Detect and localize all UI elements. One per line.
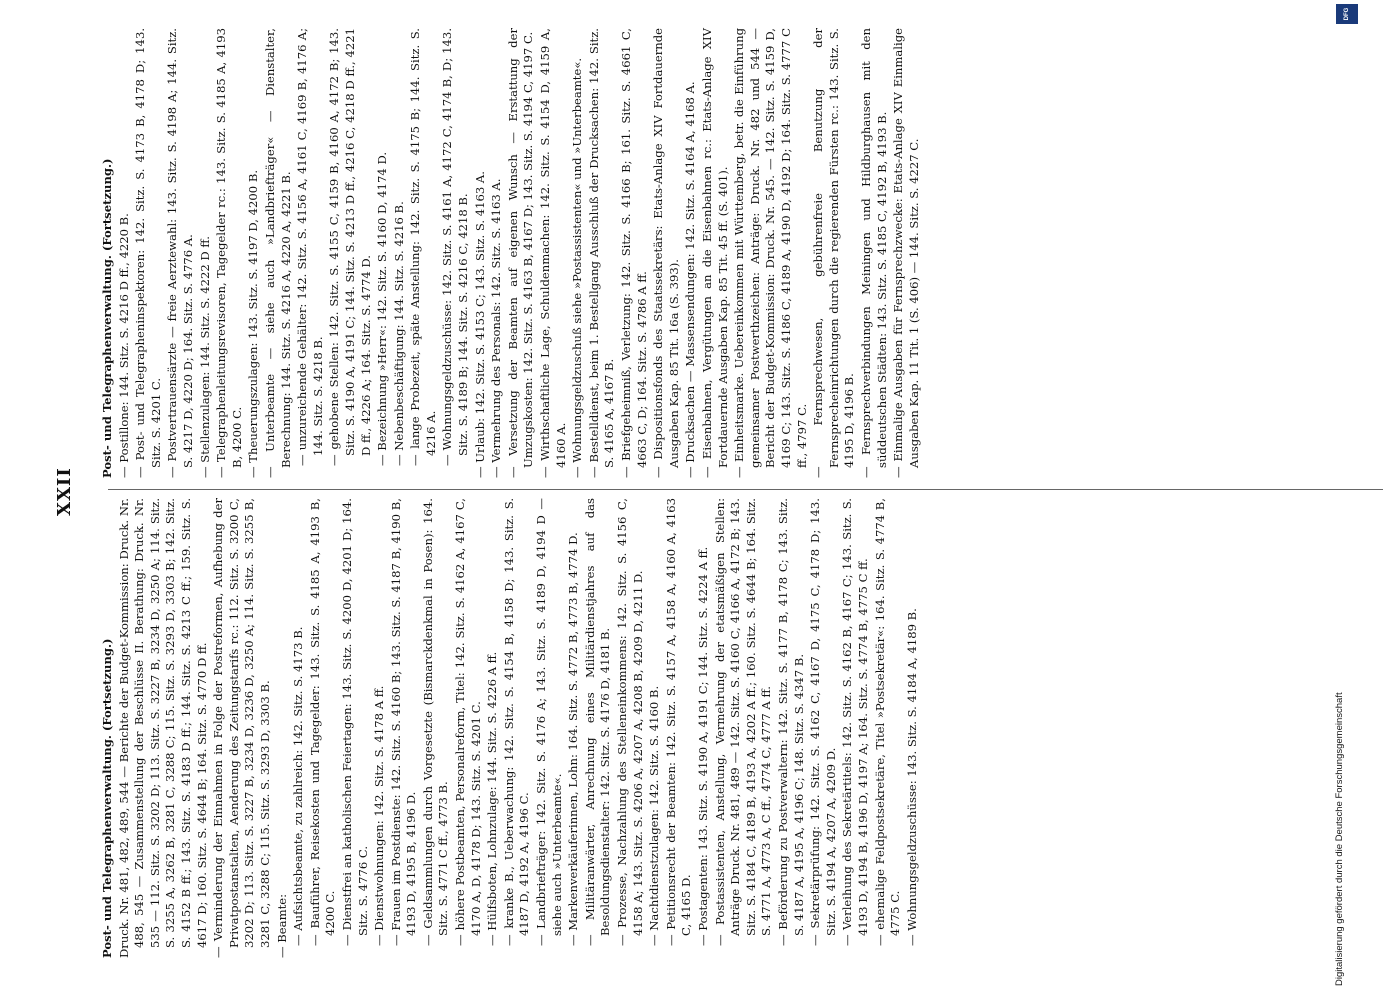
left-entries xyxy=(117,498,291,958)
index-entry: — unzureichende Gehälter: 142. Sitz. S. 4156 A, 4161 C, 4169 B, 4176 A; 144. Sitz. S. 4218 B. xyxy=(295,28,325,466)
index-entry: — Theuerungszulagen: 143. Sitz. S. 4197 D, 4200 B. xyxy=(246,169,261,478)
left-column xyxy=(100,498,921,958)
index-entry: — Dispositionsfonds des Staatssekretärs: Etats-Anlage XIV Fortdauernde Ausgaben Kap. 85 Tit. 16a (S. 393). xyxy=(651,28,681,478)
index-entry: — Beförderung zu Postverwaltern: 142. Sitz. S. 4177 B, 4178 C; 143. Sitz. S. 4187 A, 4195 A, 4196 C; 148. Sitz. S. 4347 B. xyxy=(775,498,806,946)
right-column xyxy=(100,28,923,478)
index-entry: — Wirthschaftliche Lage, Schuldenmachen: 142. Sitz. S. 4154 D, 4159 A, 4160 A. xyxy=(538,28,568,478)
left-column-heading: Post- und Telegraphenverwaltung. (Fortsetzung.) xyxy=(100,638,114,958)
index-entry: — Drucksachen — Massensendungen: 142. Sitz. S. 4164 A, 4168 A. xyxy=(683,81,698,478)
index-entry: — Sekretärprüfung: 142. Sitz. S. 4162 C, 4167 D, 4175 C, 4178 D; 143. Sitz. S. 4194 A, 4207 A, 4209 D. xyxy=(808,498,838,946)
index-entry: — Telegraphenleitungsrevisoren, Tagegelder rc.: 143. Sitz. S. 4185 A, 4193 B, 4200 C. xyxy=(214,28,244,478)
index-entry: — Fernsprechwesen, gebührenfreie Benutzung der Fernsprecheinrichtungen durch die regierenden Fürsten rc.: 143. Sitz. S. 4195 D, 4196 B. xyxy=(811,28,857,478)
index-entry: — Frauen im Postdienste: 142. Sitz. S. 4160 B; 143. Sitz. S. 4187 B, 4190 B, 4193 D, 4195 B, 4196 D. xyxy=(388,498,419,946)
index-entry: — Wohnungsgeldzuschuß siehe »Postassistenten« und »Unterbeamte«. xyxy=(570,57,585,478)
index-entry: — Stellenzulagen: 144. Sitz. S. 4222 D ff. xyxy=(197,236,212,478)
index-entry: — Fernsprechverbindungen Meiningen und Hildburghausen mit den süddeutschen Städten: 143. Sitz. S. 4185 C, 4192 B, 4193 B. xyxy=(858,28,889,478)
index-entry: — Prozesse, Nachzahlung des Stelleneinkommens: 142. Sitz. S. 4156 C, 4158 A; 143. Sitz. S. 4206 A, 4207 A, 4208 B, 4209 D, 4211 D. xyxy=(615,498,645,946)
index-entry: — Bezeichnung »Herr«: 142. Sitz. S. 4160 D, 4174 D. xyxy=(375,151,390,466)
index-entry: — Dienstfrei an katholischen Feiertagen: 143. Sitz. S. 4200 D, 4201 D; 164. Sitz. S. 4776 C. xyxy=(339,498,370,946)
digitization-note: Digitalisierung gefördert durch die Deutsche Forschungsgemeinschaft xyxy=(1334,692,1345,986)
right-entries-continued xyxy=(473,28,923,478)
index-entry: — Nebenbeschäftigung: 144. Sitz. S. 4216 B. xyxy=(391,201,406,466)
index-entry: — ehemalige Feldpostsekretäre, Titel »Postsekretär«: 164. Sitz. S. 4774 B, 4775 C. xyxy=(872,498,903,946)
index-entry: — Urlaub: 142. Sitz. S. 4153 C; 143. Sitz. S. 4163 A. xyxy=(472,171,487,478)
left-sub-entries xyxy=(291,498,920,958)
page-number: XXII xyxy=(54,467,75,516)
index-entry: — Postassistenten, Anstellung, Vermehrung der etatsmäßigen Stellen: Anträge Druck. Nr. 481, 489 — 142. Sitz. S. 4160 C, 4166 A, 4172 B; 143. Sitz. S. 4184 C, 4189 B, 4193 A, 4202 A ff.; 160. Sitz. S. 4644 B; 164. Sitz. S. 4771 A, 4773 A, C ff., 4774 C, 4777 A ff. xyxy=(712,498,774,946)
index-entry: — Postagenten: 143. Sitz. S. 4190 A, 4191 C; 144. Sitz. S. 4224 A ff. xyxy=(695,546,710,946)
index-entry: — Beamte: xyxy=(274,894,289,958)
column-divider xyxy=(108,489,1383,490)
right-column-heading: Post- und Telegraphenverwaltung. (Fortsetzung.) xyxy=(100,158,114,478)
index-entry: — gehobene Stellen: 142. Sitz. S. 4155 C, 4159 B, 4160 A, 4172 B; 143. Sitz. S. 4190 A, 4191 C; 144. Sitz. S. 4213 D ff., 4216 C, 4218 D ff., 4221 D ff., 4226 A; 164. Sitz. S. 4774 D. xyxy=(327,28,373,466)
index-entry: — Einheitsmarke. Uebereinkommen mit Württemberg, betr. die Einführung gemeinsamer Postwerthzeichen: Anträge: Druck. Nr. 482 und 544 — Bericht der Budget-Kommission: Druck. Nr. 545. — 142. Sitz. S. 4159 D, 4169 C; 143. Sitz. S. 4186 C, 4189 A, 4190 D, 4192 D; 164. Sitz. S. 4777 C ff., 4797 C. xyxy=(732,28,809,478)
index-entry: — Hülfsboten, Lohnzulage: 144. Sitz. S. 4226 A ff. xyxy=(485,651,500,946)
index-entry: — Post- und Telegrapheninspektoren: 142. Sitz. S. 4173 B, 4178 D; 143. Sitz. S. 4201 C. xyxy=(133,28,163,478)
right-sub-entries xyxy=(295,28,472,478)
index-entry: — Vermehrung des Personals: 142. Sitz. S. 4163 A. xyxy=(489,178,504,478)
index-entry: — Aufsichtsbeamte, zu zahlreich: 142. Sitz. S. 4173 B. xyxy=(291,626,306,946)
index-entry: — Bauführer, Reisekosten und Tagegelder: 143. Sitz. S. 4185 A, 4193 B, 4200 C. xyxy=(307,498,338,946)
index-entry: — Landbriefträger: 142. Sitz. S. 4176 A; 143. Sitz. S. 4189 D, 4194 D — siehe auch »Unterbeamte«. xyxy=(534,498,564,946)
index-entry: — Verminderung der Einnahmen in Folge der Postreformen, Aufhebung der Privatpostanstalten, Aenderung des Zeitungstarifs rc.: 112. Sitz. S. 3200 C, 3202 D; 113. Sitz. S. 3227 B, 3234 D, 3236 D, 3250 A; 114. Sitz. S. 3255 B, 3281 C, 3288 C; 115. Sitz. S. 3293 D, 3303 B. xyxy=(211,498,272,958)
index-entry: — Geldsammlungen durch Vorgesetzte (Bismarckdenkmal in Posen): 164. Sitz. S. 4771 C ff., 4773 B. xyxy=(420,498,451,946)
index-entry: — Unterbeamte — siehe auch »Landbriefträger« — Dienstalter, Berechnung: 144. Sitz. S. 4216 A, 4220 A, 4221 B. xyxy=(262,28,293,478)
index-entry: Druck. Nr. 481, 482, 489, 544 — Berichte der Budget-Kommission: Druck. Nr. 488, 545 — Zusammenstellung der Beschlüsse II. Berathung: Druck. Nr. 535 — 112. Sitz. S. 3202 D; 113. Sitz. S. 3227 B, 3234 D, 3250 A; 114. Sitz. S. 3255 A, 3262 B, 3281 C, 3288 C; 115. Sitz. S. 3293 D, 3303 B; 142. Sitz. S. 4152 B ff.; 143. Sitz. S. 4183 D ff.; 144. Sitz. S. 4213 C ff.; 159. Sitz. S. 4617 D; 160. Sitz. S. 4644 B; 164. Sitz. S. 4770 D ff. xyxy=(116,498,209,958)
dfg-logo: DFG xyxy=(1336,4,1358,24)
index-entry: — Wohnungsgeldzuschüsse: 142. Sitz. S. 4161 A, 4172 C, 4174 B, D; 143. Sitz. S. 4189 B; 144. Sitz. S. 4216 C, 4218 B. xyxy=(440,28,471,466)
index-entry: — Bestelldienst, beim 1. Bestellgang Ausschluß der Drucksachen: 142. Sitz. S. 4165 A, 4167 B. xyxy=(586,28,617,478)
index-entry: — Briefgeheimniß, Verletzung: 142. Sitz. S. 4166 B; 161. Sitz. S. 4661 C, 4663 C, D; 164. Sitz. S. 4786 A ff. xyxy=(619,28,649,478)
index-entry: — kranke B., Ueberwachung: 142. Sitz. S. 4154 B, 4158 D; 143. Sitz. S. 4187 D, 4192 A, 4196 C. xyxy=(501,498,532,946)
index-entry: — höhere Postbeamten, Personalreform, Titel: 142. Sitz. S. 4162 A, 4167 C, 4170 A, D, 4178 D; 143. Sitz. S. 4201 C. xyxy=(453,498,483,946)
index-entry: — Militäranwärter, Anrechnung eines Militärdienstjahres auf das Besoldungsdienstalter: 142. Sitz. S. 4176 D, 4181 B. xyxy=(582,498,613,946)
index-entry: — Eisenbahnen, Vergütungen an die Eisenbahnen rc.: Etats-Anlage XIV Fortdauernde Ausgaben Kap. 85 Tit. 45 ff. (S. 401). xyxy=(699,28,730,478)
right-entries xyxy=(117,28,295,478)
index-entry: — Verleihung des Sekretärtitels: 142. Sitz. S. 4162 B, 4167 C; 143. Sitz. S. 4193 D, 4194 B, 4196 D, 4197 A; 164. Sitz. S. 4774 B, 4775 C ff. xyxy=(840,498,870,946)
index-entry: — Wohnungsgeldzuschüsse: 143. Sitz. S. 4184 A, 4189 B. xyxy=(904,608,919,946)
index-entry: — Postillone: 144. Sitz. S. 4216 D ff., 4220 B. xyxy=(116,213,131,478)
index-entry: — Postvertrauensärzte — freie Aerztewahl: 143. Sitz. S. 4198 A; 144. Sitz. S. 4217 D, 4220 D; 164. Sitz. S. 4776 A. xyxy=(165,28,195,478)
index-entry: — Einmalige Ausgaben für Fernsprechzwecke: Etats-Anlage XIV Einmalige Ausgaben Kap. 11 Tit. 1 (S. 406) — 144. Sitz. S. 4227 C. xyxy=(891,28,921,478)
index-entry: — Dienstwohnungen: 142. Sitz. S. 4178 A ff. xyxy=(372,685,387,946)
index-entry: — Markenverkäuferinnen, Lohn: 164. Sitz. S. 4772 B, 4773 B, 4774 D. xyxy=(566,532,581,946)
index-entry: — Nachtdienstzulagen: 142. Sitz. S. 4160 B. xyxy=(647,685,662,946)
index-entry: — Versetzung der Beamten auf eigenen Wunsch — Erstattung der Umzugskosten: 142. Sitz. S. 4163 B, 4167 D; 143. Sitz. S. 4194 C, 4197 C. xyxy=(505,28,536,478)
index-entry: — lange Probezeit, späte Anstellung: 142. Sitz. S. 4175 B; 144. Sitz. S. 4216 A. xyxy=(408,28,438,466)
index-entry: — Petitionsrecht der Beamten: 142. Sitz. S. 4157 A, 4158 A, 4160 A, 4163 C, 4165 D. xyxy=(663,498,694,946)
